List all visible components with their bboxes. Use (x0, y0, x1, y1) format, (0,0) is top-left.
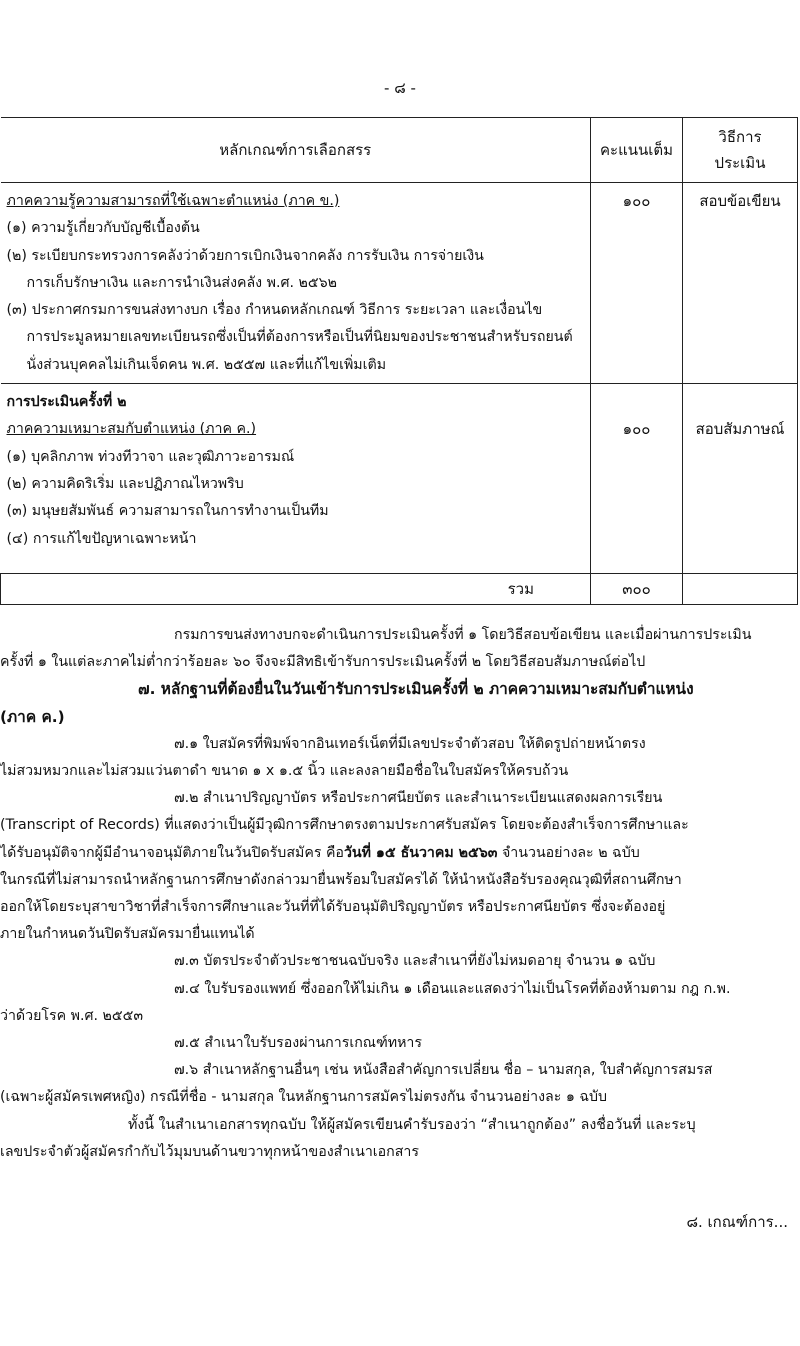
table-total-row (1, 574, 798, 605)
total-empty-cell (683, 574, 798, 605)
item-7-1 (0, 731, 790, 785)
section-c-round: การประเมินครั้งที่ ๒ (6, 394, 127, 411)
section-c-criteria (1, 384, 591, 574)
section-b-criteria (1, 183, 591, 384)
section-c-method: สอบสัมภาษณ์ (683, 384, 798, 574)
item-7-2-line-5: ออกให้โดยระบุสาขาวิชาที่สำเร็จการศึกษาและวันที่ที่ได้รับอนุมัติปริญญาบัตร หรือประกาศนียบัตร ซึ่งจะต้องอยู่ (0, 899, 666, 916)
item-7-3-line: ๗.๓ บัตรประจำตัวประชาชนฉบับจริง และสำเนาที่ยังไม่หมดอายุ จำนวน ๑ ฉบับ (174, 953, 656, 970)
copy-certification-note (0, 1112, 790, 1166)
item-7-2-line-3a: ได้รับอนุมัติจากผู้มีอำนาจอนุมัติภายในวันปิดรับสมัคร คือ (0, 844, 344, 861)
item-7-2-line-2: (Transcript of Records) ที่แสดงว่าเป็นผู้มีวุฒิการศึกษาตรงตามประกาศรับสมัคร โดยจะต้องสำเร็จการศึกษาและ (0, 817, 689, 834)
section-b-item-3-cont2: นั่งส่วนบุคคลไม่เกินเจ็ดคน พ.ศ. ๒๕๕๗ และที่แก้ไขเพิ่มเติม (26, 356, 387, 373)
section-c-item-3: (๓) มนุษยสัมพันธ์ ความสามารถในการทำงานเป็นทีม (6, 503, 329, 520)
section-b-item-2-cont: การเก็บรักษาเงิน และการนำเงินส่งคลัง พ.ศ. ๒๕๖๒ (26, 274, 337, 291)
section-c-item-2: (๒) ความคิดริเริ่ม และปฏิภาณไหวพริบ (6, 475, 244, 492)
item-7-4-line-2: ว่าด้วยโรค พ.ศ. ๒๕๕๓ (0, 1007, 144, 1024)
header-score: คะแนนเต็ม (591, 118, 683, 183)
closing-date: วันที่ ๑๕ ธันวาคม ๒๕๖๓ (343, 844, 498, 861)
intro-line-2: ครั้งที่ ๑ ในแต่ละภาคไม่ต่ำกว่าร้อยละ ๖๐ จึงจะมีสิทธิเข้ารับการประเมินครั้งที่ ๒ โดยวิธีสอบสัมภาษณ์ต่อไป (0, 654, 646, 671)
selection-criteria-table (0, 117, 798, 605)
total-score: ๓๐๐ (591, 574, 683, 605)
section-b-item-2: (๒) ระเบียบกระทรวงการคลังว่าด้วยการเบิกเงินจากคลัง การรับเงิน การจ่ายเงิน (6, 247, 484, 264)
continuation-marker: ๘. เกณฑ์การ... (686, 1213, 788, 1231)
item-7-1-line-1: ๗.๑ ใบสมัครที่พิมพ์จากอินเทอร์เน็ตที่มีเลขประจำตัวสอบ ให้ติดรูปถ่ายหน้าตรง (174, 735, 646, 752)
item-7-2-line-6: ภายในกำหนดวันปิดรับสมัครมายื่นแทนได้ (0, 926, 255, 943)
item-7-3 (0, 948, 790, 975)
heading-line-1: ๗. หลักฐานที่ต้องยื่นในวันเข้ารับการประเมินครั้งที่ ๒ ภาคความเหมาะสมกับตำแหน่ง (138, 680, 694, 699)
item-7-6-line-2: (เฉพาะผู้สมัครเพศหญิง) กรณีที่ชื่อ - นามสกุล ในหลักฐานการสมัครไม่ตรงกัน จำนวนอย่างละ ๑ ฉบับ (0, 1089, 608, 1106)
header-method-line1: วิธีการ (718, 128, 762, 146)
section-c-item-4: (๔) การแก้ไขปัญหาเฉพาะหน้า (6, 530, 197, 547)
item-7-5 (0, 1030, 790, 1057)
section-c-title: ภาคความเหมาะสมกับตำแหน่ง (ภาค ค.) (6, 421, 257, 438)
section-c-item-1: (๑) บุคลิกภาพ ท่วงทีวาจา และวุฒิภาวะอารมณ์ (6, 448, 295, 465)
table-header-row (1, 118, 798, 183)
total-label: รวม (1, 574, 591, 605)
section-b-item-1: (๑) ความรู้เกี่ยวกับบัญชีเบื้องต้น (6, 220, 200, 237)
header-method (683, 118, 798, 183)
table-row-section-c (1, 384, 798, 574)
item-7-4 (0, 976, 790, 1030)
item-7-1-line-2: ไม่สวมหมวกและไม่สวมแว่นตาดำ ขนาด ๑ x ๑.๕ นิ้ว และลงลายมือชื่อในใบสมัครให้ครบถ้วน (0, 763, 569, 780)
item-7-5-line: ๗.๕ สำเนาใบรับรองผ่านการเกณฑ์ทหาร (174, 1035, 423, 1052)
note-line-1: ทั้งนี้ ในสำเนาเอกสารทุกฉบับ ให้ผู้สมัครเขียนคำรับรองว่า “สำเนาถูกต้อง” ลงชื่อวันที่ และระบุ (128, 1116, 696, 1133)
section-b-item-3: (๓) ประกาศกรมการขนส่งทางบก เรื่อง กำหนดหลักเกณฑ์ วิธีการ ระยะเวลา และเงื่อนไข (6, 302, 543, 319)
item-7-2-line-4: ในกรณีที่ไม่สามารถนำหลักฐานการศึกษาดังกล่าวมายื่นพร้อมใบสมัครได้ ให้นำหนังสือรับรองคุณวุฒิที่สถานศึกษา (0, 871, 682, 888)
header-criteria: หลักเกณฑ์การเลือกสรร (1, 118, 591, 183)
document-body (0, 622, 790, 1166)
heading-line-2: (ภาค ค.) (0, 707, 65, 726)
item-7-6-line-1: ๗.๖ สำเนาหลักฐานอื่นๆ เช่น หนังสือสำคัญการเปลี่ยน ชื่อ – นามสกุล, ใบสำคัญการสมรส (174, 1062, 713, 1079)
page-number: - ๘ - (384, 79, 416, 97)
note-line-2: เลขประจำตัวผู้สมัครกำกับไว้มุมบนด้านขวาทุกหน้าของสำเนาเอกสาร (0, 1143, 420, 1160)
section-b-title: ภาคความรู้ความสามารถที่ใช้เฉพาะตำแหน่ง (ภาค ข.) (6, 193, 340, 209)
section-b-item-3-cont: การประมูลหมายเลขทะเบียนรถซึ่งเป็นที่ต้องการหรือเป็นที่นิยมของประชาชนสำหรับรถยนต์ (26, 329, 573, 346)
header-method-line2: ประเมิน (714, 154, 766, 172)
item-7-2-line-3c: จำนวนอย่างละ ๒ ฉบับ (497, 844, 640, 861)
item-7-2 (0, 785, 790, 948)
table-row-section-b (1, 183, 798, 384)
section-b-score: ๑๐๐ (591, 183, 683, 384)
item-7-4-line-1: ๗.๔ ใบรับรองแพทย์ ซึ่งออกให้ไม่เกิน ๑ เดือนและแสดงว่าไม่เป็นโรคที่ต้องห้ามตาม กฎ ก.พ. (174, 980, 731, 997)
intro-line-1: กรมการขนส่งทางบกจะดำเนินการประเมินครั้งที่ ๑ โดยวิธีสอบข้อเขียน และเมื่อผ่านการประเมิน (174, 627, 752, 643)
item-7-6 (0, 1057, 790, 1111)
section-7-heading (0, 676, 790, 730)
section-b-method: สอบข้อเขียน (683, 183, 798, 384)
intro-paragraph (0, 622, 790, 676)
item-7-2-line-1: ๗.๒ สำเนาปริญญาบัตร หรือประกาศนียบัตร และสำเนาระเบียนแสดงผลการเรียน (174, 790, 663, 807)
section-c-score: ๑๐๐ (591, 384, 683, 574)
